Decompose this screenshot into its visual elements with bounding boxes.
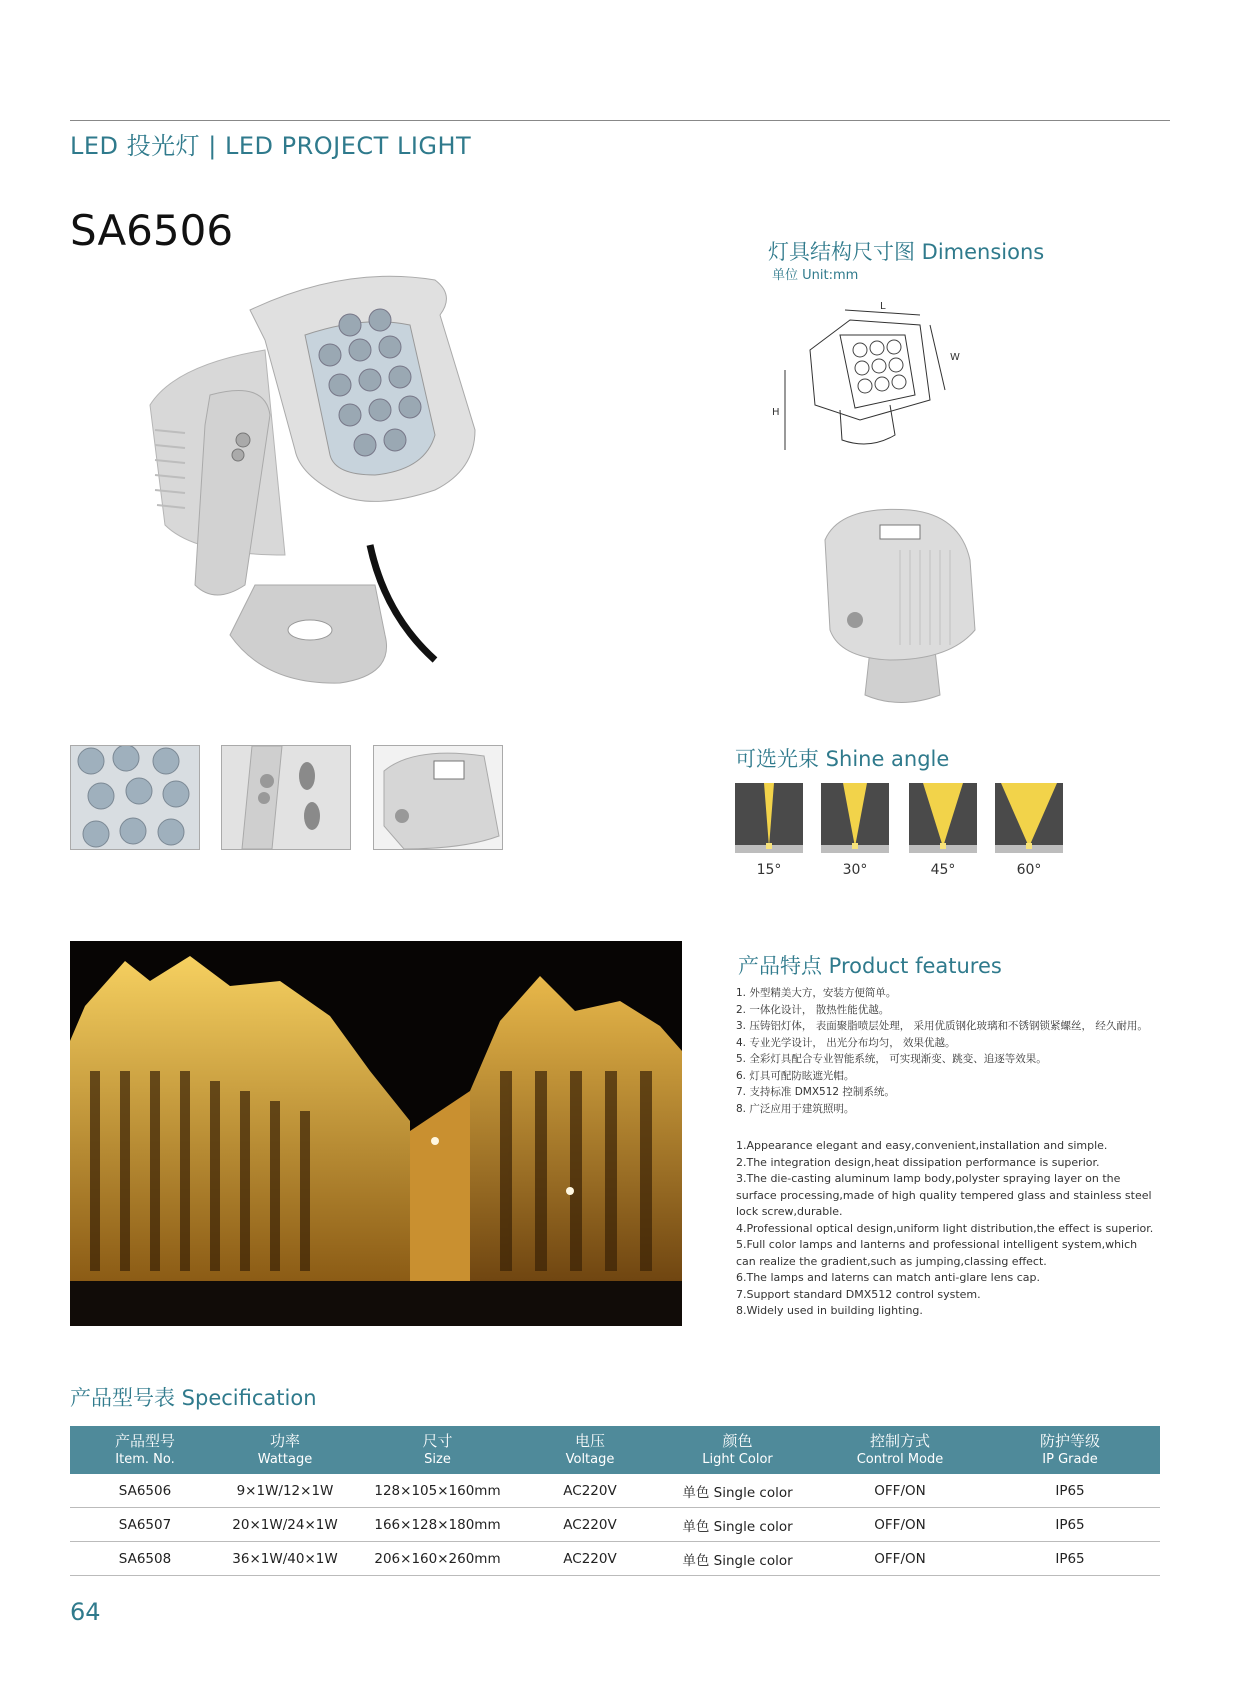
table-header-row (70, 1426, 1160, 1474)
cell-light-color: 单色 Single color (655, 1542, 820, 1576)
cell-voltage: AC220V (525, 1474, 655, 1508)
features-title: 产品特点 Product features (738, 954, 1002, 978)
cell-ip-grade: IP65 (980, 1474, 1160, 1508)
top-rule (70, 120, 1170, 121)
beam-3-graphic (909, 783, 977, 853)
building-photo (70, 941, 682, 1326)
feature-cn-item: 5. 全彩灯具配合专业智能系统， 可实现渐变、跳变、追逐等效果。 (736, 1053, 1047, 1065)
page-number: 64 (70, 1598, 101, 1626)
feature-en-item: 7.Support standard DMX512 control system. (736, 1287, 981, 1301)
cell-light-color: 单色 Single color (655, 1508, 820, 1542)
feature-cn-item: 1. 外型精美大方，安装方便简单。 (736, 987, 897, 999)
dimension-label-l: L (880, 301, 886, 312)
specification-table (70, 1426, 1160, 1576)
beam-angle-label: 45° (930, 862, 956, 878)
cell-wattage: 20×1W/24×1W (220, 1508, 350, 1542)
features-list-cn (736, 985, 1156, 1117)
cell-control-mode: OFF/ON (820, 1508, 980, 1542)
cell-item-no: SA6506 (70, 1474, 220, 1508)
table-row (70, 1474, 1160, 1508)
feature-en-item: 5.Full color lamps and lanterns and professional intelligent system,which can realize the gradient,such as jumping,classing effect. (736, 1238, 1138, 1268)
beam-angle-label: 30° (842, 862, 868, 878)
thumbnail-back-closeup (373, 745, 503, 850)
feature-en-item: 4.Professional optical design,uniform light distribution,the effect is superior. (736, 1221, 1154, 1235)
cell-item-no: SA6507 (70, 1508, 220, 1542)
feature-cn-item: 2. 一体化设计， 散热性能优越。 (736, 1003, 890, 1016)
cell-control-mode: OFF/ON (820, 1474, 980, 1508)
beam-2-graphic (821, 783, 889, 853)
cell-ip-grade: IP65 (980, 1508, 1160, 1542)
feature-en-item: 1.Appearance elegant and easy,convenient,installation and simple. (736, 1139, 1108, 1152)
header-ip-grade: 防护等级 IP Grade (980, 1426, 1160, 1474)
cell-size: 206×160×260mm (350, 1542, 525, 1576)
cell-voltage: AC220V (525, 1508, 655, 1542)
feature-cn-item: 4. 专业光学设计， 出光分布均匀， 效果优越。 (736, 1036, 956, 1049)
dimensions-title: 灯具结构尺寸图 Dimensions (768, 240, 1045, 264)
feature-cn-item: 3. 压铸铝灯体， 表面聚脂喷层处理， 采用优质钢化玻璃和不锈钢锁紧螺丝， 经久耐用。 (736, 1020, 1148, 1032)
shine-angle-title: 可选光束 Shine angle (735, 747, 950, 771)
cell-control-mode: OFF/ON (820, 1542, 980, 1576)
cell-item-no: SA6508 (70, 1542, 220, 1576)
dimension-drawing (770, 300, 970, 470)
header-size: 尺寸 Size (350, 1426, 525, 1474)
beam-4-graphic (995, 783, 1063, 853)
beam-angle-label: 60° (1016, 862, 1042, 878)
feature-en-item: 2.The integration design,heat dissipation performance is superior. (736, 1155, 1100, 1169)
product-back-view (810, 500, 985, 710)
cell-voltage: AC220V (525, 1542, 655, 1576)
cell-size: 166×128×180mm (350, 1508, 525, 1542)
dimensions-unit: 单位 Unit:mm (772, 268, 859, 283)
header-control-mode: 控制方式 Control Mode (820, 1426, 980, 1474)
thumbnail-lens-closeup (70, 745, 200, 850)
feature-en-item: 3.The die-casting aluminum lamp body,polyster spraying layer on the surface processing,made of high quality tempered glass and stainless steel lock screw,durable. (736, 1172, 1152, 1218)
model-title: SA6506 (70, 206, 234, 255)
header-wattage: 功率 Wattage (220, 1426, 350, 1474)
feature-cn-item: 8. 广泛应用于建筑照明。 (736, 1102, 855, 1115)
cell-wattage: 36×1W/40×1W (220, 1542, 350, 1576)
specification-title: 产品型号表 Specification (70, 1386, 317, 1410)
dimension-label-w: W (950, 352, 960, 363)
table-row (70, 1508, 1160, 1542)
header-item-no: 产品型号 Item. No. (70, 1426, 220, 1474)
cell-size: 128×105×160mm (350, 1474, 525, 1508)
thumbnail-bracket-closeup (221, 745, 351, 850)
header-light-color: 颜色 Light Color (655, 1426, 820, 1474)
cell-wattage: 9×1W/12×1W (220, 1474, 350, 1508)
beam-angle-label: 15° (756, 862, 782, 878)
feature-cn-item: 6. 灯具可配防眩遮光帽。 (736, 1069, 855, 1082)
header-voltage: 电压 Voltage (525, 1426, 655, 1474)
dimension-label-h: H (772, 407, 780, 418)
features-list-en (736, 1138, 1156, 1320)
feature-en-item: 6.The lamps and laterns can match anti-glare lens cap. (736, 1271, 1040, 1284)
beam-1-graphic (735, 783, 803, 853)
feature-en-item: 8.Widely used in building lighting. (736, 1304, 923, 1317)
feature-cn-item: 7. 支持标准 DMX512 控制系统。 (736, 1086, 895, 1098)
cell-ip-grade: IP65 (980, 1542, 1160, 1576)
cell-light-color: 单色 Single color (655, 1474, 820, 1508)
table-row (70, 1542, 1160, 1576)
category-title: LED 投光灯 | LED PROJECT LIGHT (70, 132, 472, 160)
product-image (135, 255, 495, 725)
